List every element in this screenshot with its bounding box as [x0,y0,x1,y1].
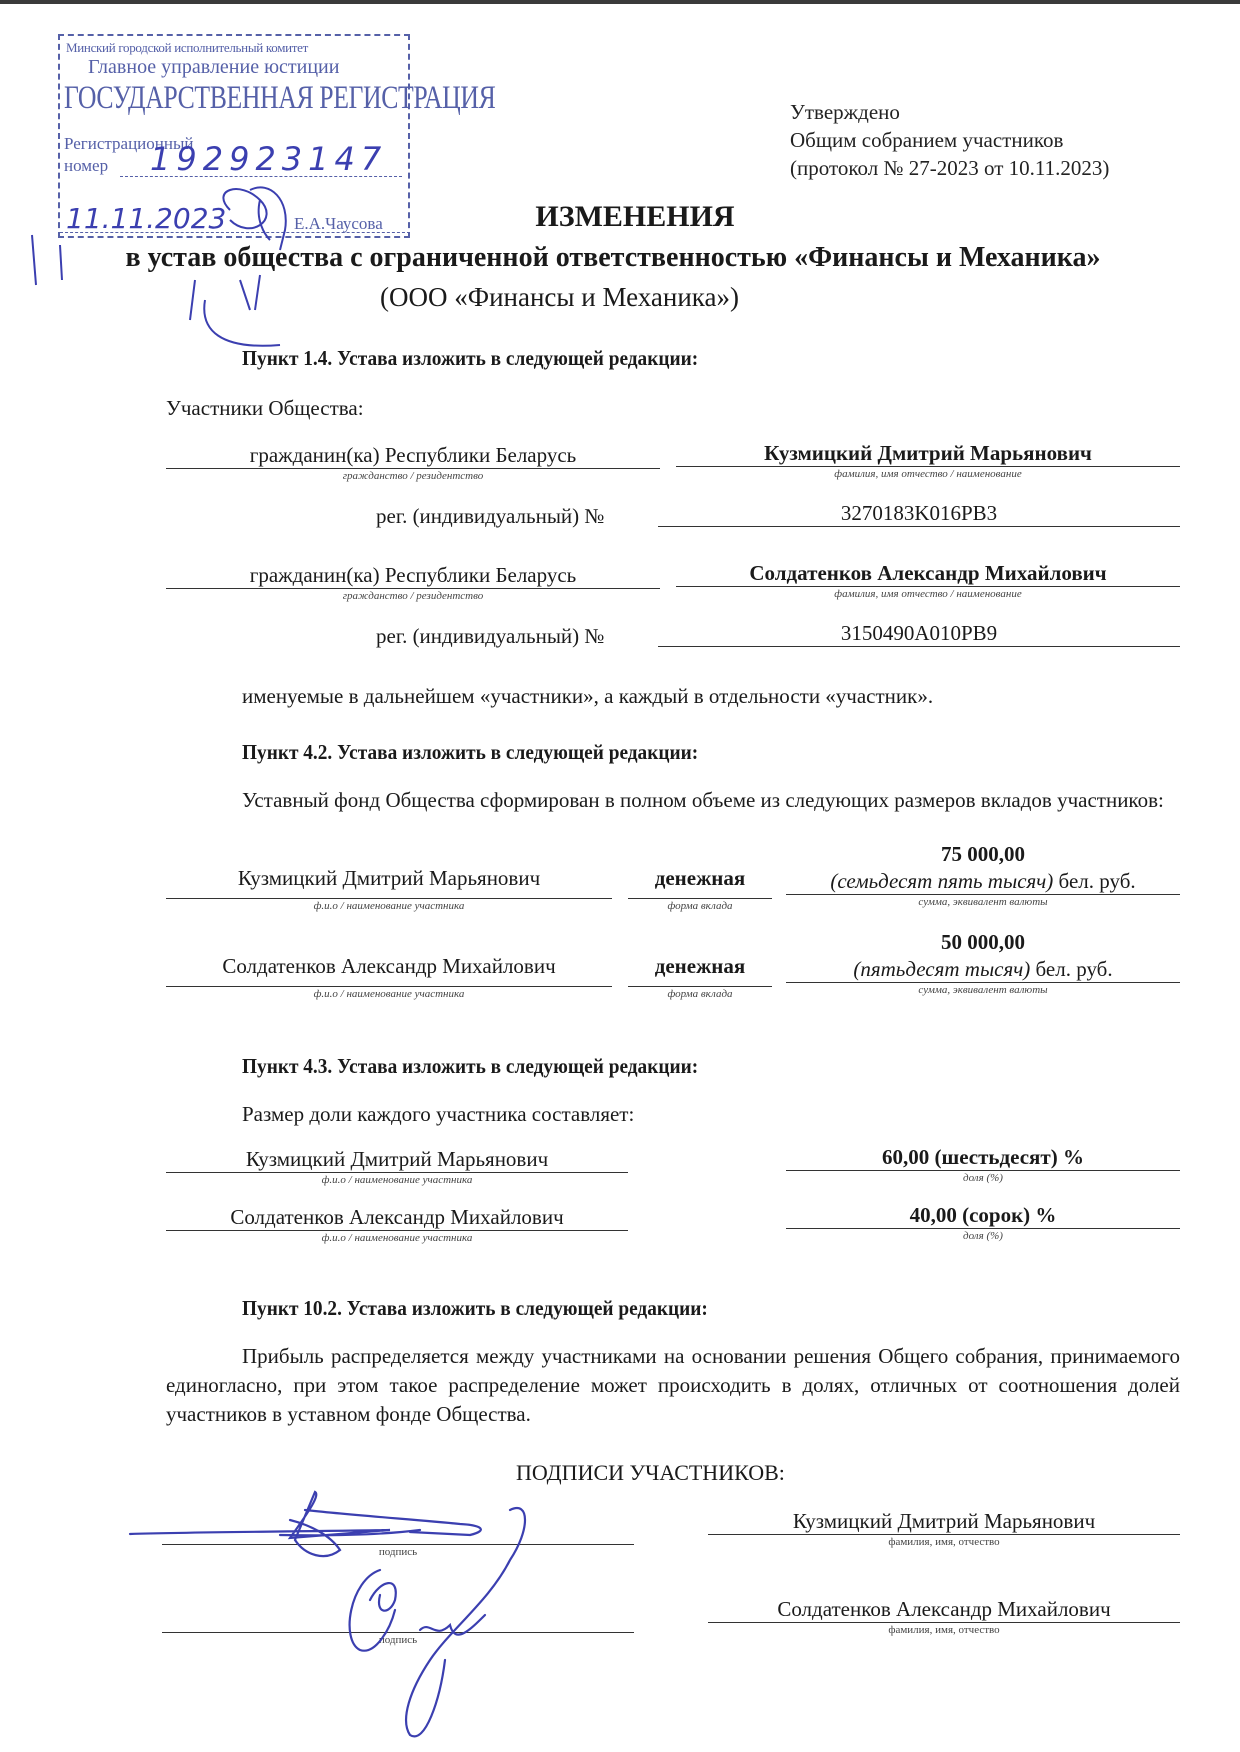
section-10-2-text: Прибыль распределяется между участниками на основании решения Общего собрания, принимаемого единогласно, при этом такое распределение может происходить в долях, отличных от соотношения долей участников в уставном фонде Общества. [166,1344,1180,1426]
share-1-name: Кузмицкий Дмитрий Марьянович ф.и.о / наименование участника [166,1146,628,1187]
approval-line-2: Общим собранием участников [790,128,1064,152]
participants-intro: Участники Общества: [166,396,364,420]
section-4-3-heading: Пункт 4.3. Устава изложить в следующей редакции: [242,1054,699,1078]
section-4-3-text: Размер доли каждого участника составляет: [242,1102,635,1126]
participant-1-name: Кузмицкий Дмитрий Марьянович фамилия, имя отчество / наименование [676,440,1180,481]
page-top-border [0,0,1240,4]
contribution-2-form: денежная форма вклада [628,946,772,1001]
contribution-1-amount: 75 000,00 (семьдесят пять тысяч) бел. руб. сумма, эквивалент валюты [786,840,1180,909]
participant-1-reg-number: 3270183K016PB3 [658,500,1180,527]
participants-definition: именуемые в дальнейшем «участники», а каждый в отдельности «участник». [242,684,934,708]
contribution-1-name: Кузмицкий Дмитрий Марьянович ф.и.о / наименование участника [166,858,612,913]
signature-1-line: подпись [162,1520,634,1559]
share-2-value: 40,00 (сорок) % доля (%) [786,1202,1180,1243]
participant-2-reg-label: рег. (индивидуальный) № [376,624,605,648]
participant-1-reg-label: рег. (индивидуальный) № [376,504,605,528]
signatory-1-name: Кузмицкий Дмитрий Марьянович фамилия, имя, отчество [708,1508,1180,1549]
section-4-2-text: Уставный фонд Общества сформирован в полном объеме из следующих размеров вкладов участников: [242,788,1164,812]
participant-2-citizenship: гражданин(ка) Республики Беларусь гражданство / резидентство [166,562,660,603]
stamp-reg-number: 192923147 [150,140,388,178]
approval-line-1: Утверждено [790,100,900,124]
stamp-authority: Минский городской исполнительный комитет [66,40,309,55]
document-title: ИЗМЕНЕНИЯ [535,200,735,233]
section-10-2-heading: Пункт 10.2. Устава изложить в следующей редакции: [242,1296,708,1320]
signatory-2-name: Солдатенков Александр Михайлович фамилия, имя, отчество [708,1596,1180,1637]
share-1-value: 60,00 (шестьдесят) % доля (%) [786,1144,1180,1185]
share-2-name: Солдатенков Александр Михайлович ф.и.о / наименование участника [166,1204,628,1245]
signature-2-line: подпись [162,1608,634,1647]
stamp-reg-label-2: номер [64,156,109,175]
stamp-date: 11.11.2023 [66,202,227,235]
contribution-2-amount: 50 000,00 (пятьдесят тысяч) бел. руб. сумма, эквивалент валюты [786,928,1180,997]
stamp-official-name: Е.А.Чаусова [294,214,383,233]
contribution-2-name: Солдатенков Александр Михайлович ф.и.о / наименование участника [166,946,612,1001]
signature-2-icon [330,1500,570,1750]
stamp-title: ГОСУДАРСТВЕННАЯ РЕГИСТРАЦИЯ [64,80,496,116]
stamp-reg-label: Регистрационный [64,134,194,153]
section-4-2-heading: Пункт 4.2. Устава изложить в следующей редакции: [242,740,699,764]
approval-block [790,98,1109,182]
company-short-name: (ООО «Финансы и Механика») [380,282,739,312]
section-1-4-heading: Пункт 1.4. Устава изложить в следующей редакции: [242,346,699,370]
participant-2-name: Солдатенков Александр Михайлович фамилия, имя отчество / наименование [676,560,1180,601]
participant-1-citizenship: гражданин(ка) Республики Беларусь гражданство / резидентство [166,442,660,483]
participant-2-reg-number: 3150490A010PB9 [658,620,1180,647]
signatures-heading: ПОДПИСИ УЧАСТНИКОВ: [516,1460,785,1485]
document-subtitle: в устав общества с ограниченной ответственностью «Финансы и Механика» [125,242,1101,273]
stamp-department: Главное управление юстиции [88,56,340,78]
contribution-1-form: денежная форма вклада [628,858,772,913]
approval-line-3: (протокол № 27-2023 от 10.11.2023) [790,156,1110,180]
